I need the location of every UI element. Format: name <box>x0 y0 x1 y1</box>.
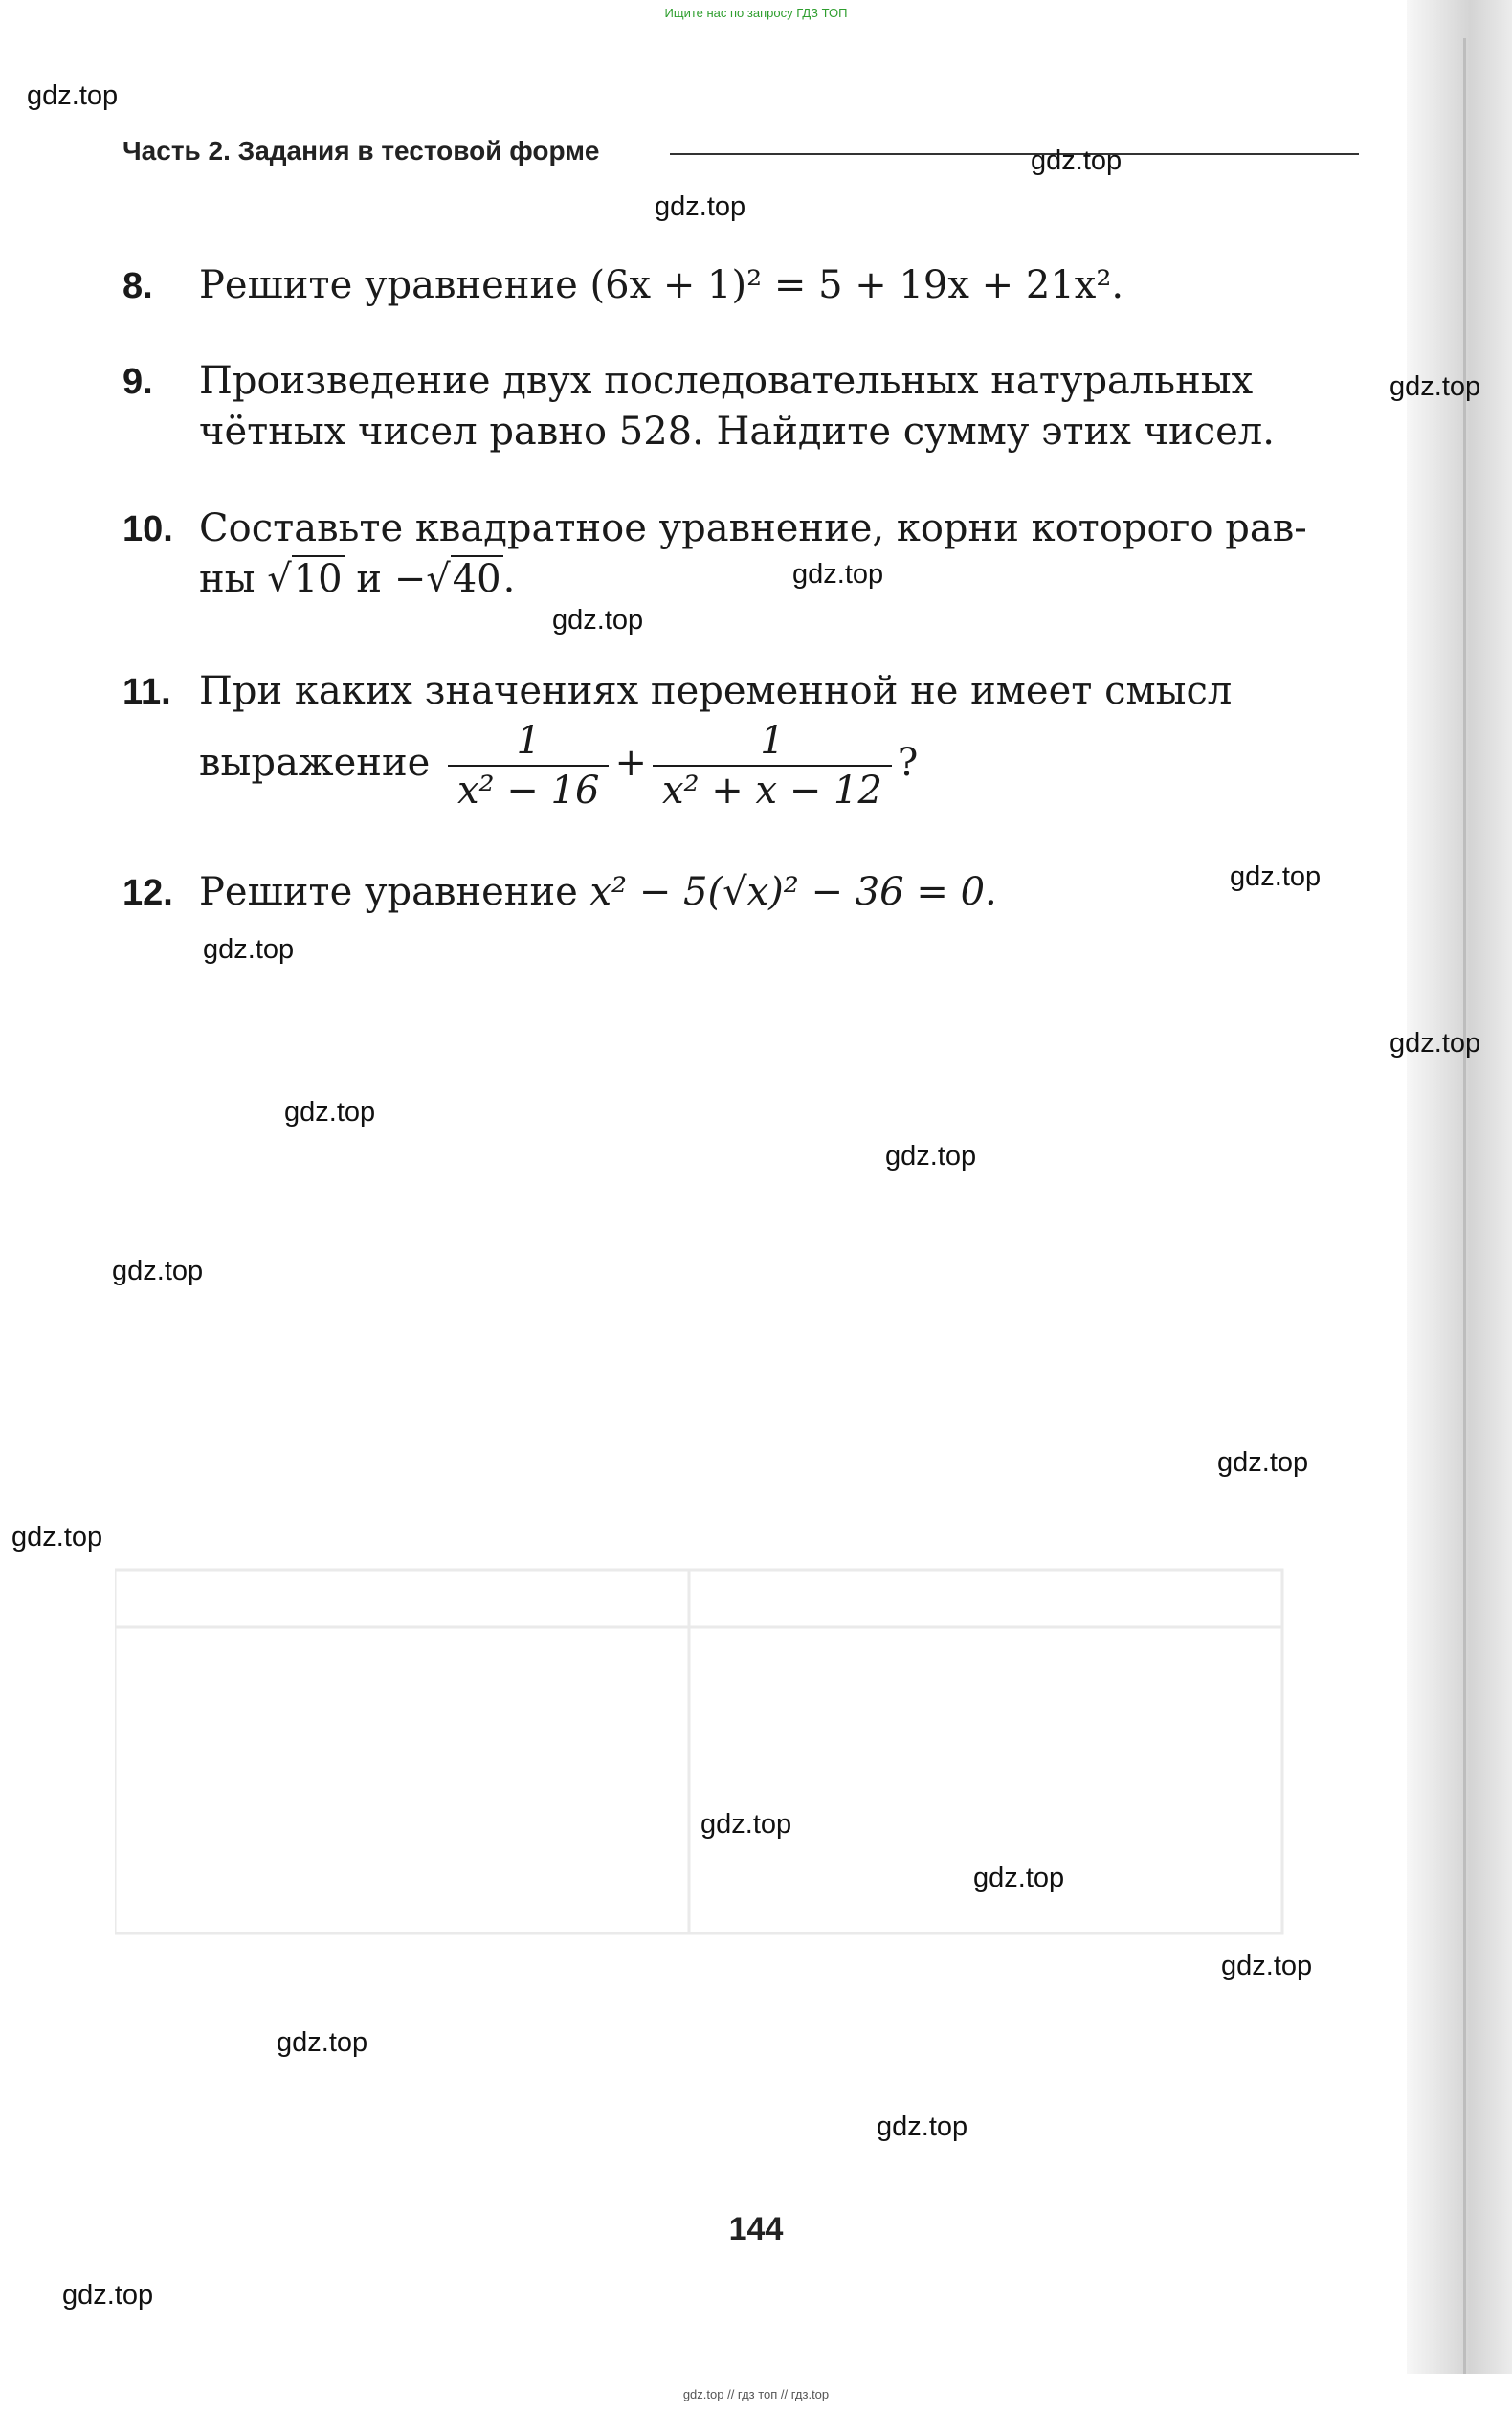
problem-text-prefix: Решите уравнение <box>199 870 578 914</box>
conjunction: и <box>356 557 382 601</box>
page-gutter-shadow <box>1407 0 1512 2374</box>
problem-number: 12. <box>122 873 173 913</box>
watermark[interactable]: gdz.top <box>27 80 119 111</box>
line2-prefix: выражение <box>199 741 431 785</box>
header-rule <box>670 153 1359 155</box>
watermark[interactable]: gdz.top <box>1230 861 1322 892</box>
watermark[interactable]: gdz.top <box>1031 145 1123 176</box>
watermark[interactable]: gdz.top <box>203 934 295 965</box>
problem-9 <box>122 356 1359 457</box>
problem-number: 8. <box>122 266 153 306</box>
line2-prefix: ны <box>199 557 256 601</box>
watermark[interactable]: gdz.top <box>792 559 884 590</box>
watermark[interactable]: gdz.top <box>885 1141 977 1172</box>
watermark[interactable]: gdz.top <box>284 1097 376 1128</box>
problem-text: Решите уравнение (6x + 1)² = 5 + 19x + 21x². <box>199 263 1124 307</box>
watermark[interactable]: gdz.top <box>1390 371 1481 402</box>
problem-11 <box>122 666 1359 815</box>
watermark[interactable]: gdz.top <box>552 605 644 636</box>
watermark[interactable]: gdz.top <box>1217 1447 1309 1478</box>
fraction-one: $\frac{1}{\text{x² − 16}}$ <box>448 717 609 815</box>
watermark[interactable]: gdz.top <box>112 1256 204 1286</box>
problem-expression: x² − 5(√x)² − 36 = 0. <box>589 870 997 914</box>
top-banner[interactable]: Ищите нас по запросу ГДЗ ТОП <box>664 6 848 20</box>
root-one: 10 <box>293 557 343 601</box>
problem-number: 11. <box>122 672 171 712</box>
problem-number: 10. <box>122 509 173 549</box>
watermark[interactable]: gdz.top <box>62 2280 154 2311</box>
root-two: 40 <box>452 557 501 601</box>
problem-12 <box>122 867 1359 918</box>
problem-text-line2: чётных чисел равно 528. Найдите сумму этих чисел. <box>199 410 1275 454</box>
watermark[interactable]: gdz.top <box>655 191 746 222</box>
watermark[interactable]: gdz.top <box>11 1522 103 1552</box>
section-header: Часть 2. Задания в тестовой форме <box>122 136 600 166</box>
problem-10 <box>122 503 1359 604</box>
problem-text-line2: ны √10 и −√40. <box>199 557 516 601</box>
footer-links[interactable]: gdz.top // гдз топ // гдз.top <box>682 2387 830 2401</box>
watermark[interactable]: gdz.top <box>877 2111 968 2142</box>
problem-text-line2: выражение $\frac{1}{\text{x² − 16}}$ + $\frac{1}{\text{x² + x − 12}}$ ? <box>199 719 919 813</box>
problem-text-line1: Произведение двух последовательных натуральных <box>199 359 1254 403</box>
fraction-two: $\frac{1}{\text{x² + x − 12}}$ <box>653 717 892 815</box>
problem-number: 9. <box>122 362 153 402</box>
page-number: 144 <box>728 2211 784 2247</box>
watermark[interactable]: gdz.top <box>700 1809 792 1840</box>
watermark[interactable]: gdz.top <box>1390 1028 1481 1059</box>
problem-8 <box>122 260 1359 311</box>
problem-text-line1: При каких значениях переменной не имеет смысл <box>199 669 1233 713</box>
problem-text-line1: Составьте квадратное уравнение, корни которого рав- <box>199 506 1307 550</box>
watermark[interactable]: gdz.top <box>1221 1951 1313 1981</box>
watermark[interactable]: gdz.top <box>973 1863 1065 1893</box>
watermark[interactable]: gdz.top <box>277 2027 368 2058</box>
